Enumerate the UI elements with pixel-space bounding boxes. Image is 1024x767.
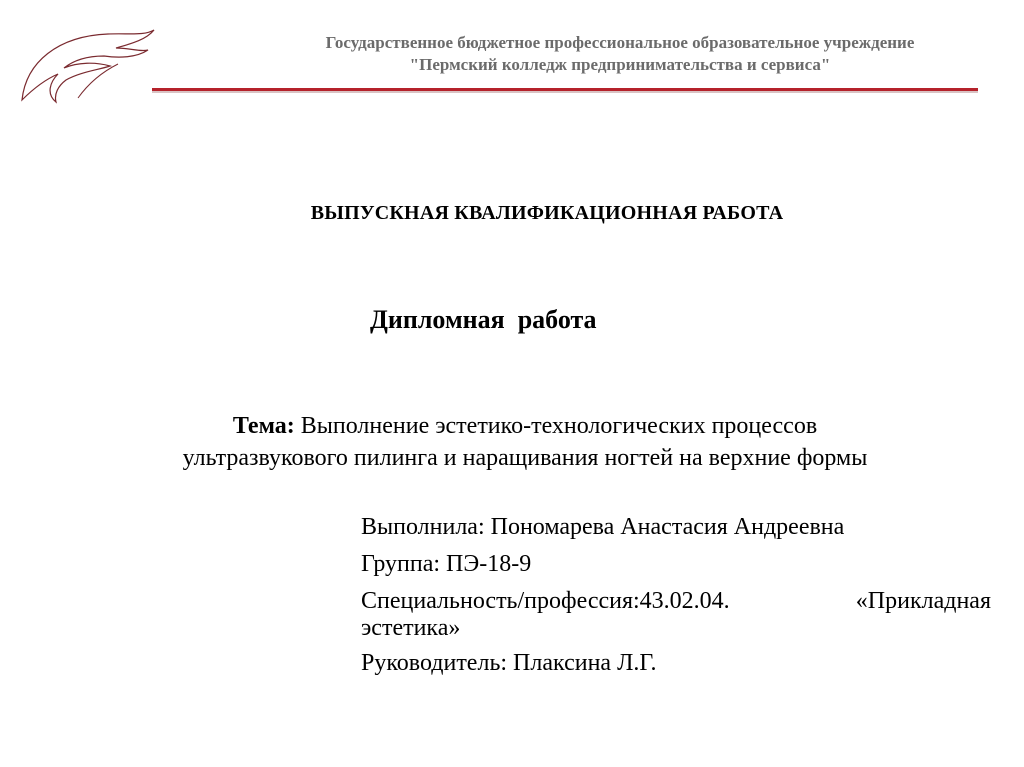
topic-text-line1: Выполнение эстетико-технологических процессов — [294, 413, 818, 439]
specialty-block — [361, 588, 1001, 642]
topic-text-line2: ультразвукового пилинга и наращивания ногтей на верхние формы — [182, 445, 868, 471]
author-info — [361, 514, 1001, 687]
specialty-name-start: «Прикладная — [855, 588, 991, 614]
swallow-bird-logo-icon — [18, 22, 158, 104]
specialty-line — [361, 588, 991, 615]
performer-line: Выполнила: Пономарева Анастасия Андреевна — [361, 514, 845, 540]
specialty-code: Специальность/профессия:43.02.04. — [361, 588, 730, 614]
group-line: Группа: ПЭ-18-9 — [361, 551, 532, 577]
document-subtype: Дипломная работа — [370, 305, 597, 334]
institution-name-line1: Государственное бюджетное профессиональное образовательное учреждение — [325, 33, 915, 52]
institution-header — [260, 32, 980, 76]
topic-line1 — [60, 410, 990, 442]
institution-name-line2: "Пермский колледж предпринимательства и сервиса" — [409, 55, 831, 74]
specialty-name-end: эстетика» — [361, 615, 461, 641]
document-type-title: ВЫПУСКНАЯ КВАЛИФИКАЦИОННАЯ РАБОТА — [310, 202, 784, 224]
topic-label: Тема: — [232, 413, 295, 439]
topic-block — [60, 410, 990, 474]
header-divider-shadow — [152, 91, 978, 93]
supervisor-line: Руководитель: Плаксина Л.Г. — [361, 650, 657, 676]
